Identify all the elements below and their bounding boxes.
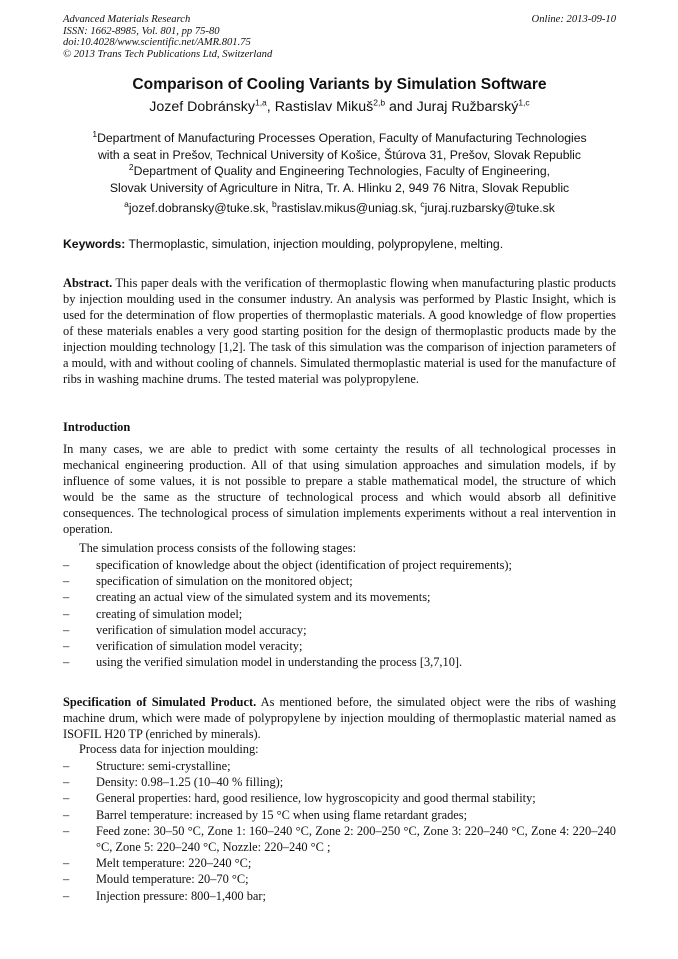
simulation-stages-list <box>63 557 616 670</box>
list-item <box>63 758 616 774</box>
list-dash: – <box>63 655 70 670</box>
email-marker: a <box>124 198 129 209</box>
author-list <box>63 99 616 115</box>
affiliation-line: Department of Manufacturing Processes Operation, Faculty of Manufacturing Technologies <box>97 131 587 145</box>
list-item-text: General properties: hard, good resilience, low hygroscopicity and good thermal stability; <box>96 791 536 806</box>
list-item-text: Structure: semi-crystalline; <box>96 759 231 773</box>
list-dash: – <box>63 823 70 838</box>
list-item <box>63 888 616 904</box>
list-dash: – <box>63 856 70 871</box>
list-dash: – <box>63 606 70 621</box>
list-item <box>63 871 616 887</box>
email-list <box>63 198 616 215</box>
list-item-text: Feed zone: 30–50 °C, Zone 1: 160–240 °C, Zone 2: 200–250 °C, Zone 3: 220–240 °C, Zone 4: 220–240 °C, Zone 5: 220–240 °C, Nozzle: 220–240 °C ; <box>96 823 616 855</box>
author-name: Rastislav Mikuš <box>274 99 374 115</box>
list-item <box>63 622 616 638</box>
abstract <box>63 275 616 387</box>
affiliation-marker: 1 <box>92 128 98 139</box>
list-item-text: Density: 0.98–1.25 (10–40 % filling); <box>96 775 284 790</box>
list-item-text: using the verified simulation model in understanding the process [3,7,10]. <box>96 655 463 670</box>
list-item-text: specification of knowledge about the object (identification of project requirements); <box>96 558 512 572</box>
affiliation-line: Department of Quality and Engineering Technologies, Faculty of Engineering, <box>133 164 551 178</box>
affiliation-marker: 2 <box>128 161 134 172</box>
issn-line: ISSN: 1662-8985, Vol. 801, pp 75-80 <box>63 25 220 37</box>
keywords-text: Thermoplastic, simulation, injection moulding, polypropylene, melting. <box>125 237 504 251</box>
list-item <box>63 807 616 823</box>
email-address[interactable]: jozef.dobransky@tuke.sk <box>128 201 266 215</box>
list-item <box>63 638 616 654</box>
affiliation-2 <box>63 163 616 197</box>
doi-line: doi:10.4028/www.scientific.net/AMR.801.75 <box>63 37 251 49</box>
list-item-text: creating an actual view of the simulated system and its movements; <box>96 590 431 605</box>
process-data-list <box>63 758 616 904</box>
list-item-text: verification of simulation model veracity; <box>96 639 303 654</box>
email-separator: , <box>413 201 421 215</box>
specification-paragraph <box>63 694 616 742</box>
list-item-text: Mould temperature: 20–70 °C; <box>96 872 249 887</box>
list-item-text: Injection pressure: 800–1,400 bar; <box>96 888 266 903</box>
list-item-text: verification of simulation model accuracy; <box>96 622 307 637</box>
affiliation-1 <box>63 130 616 164</box>
paper-title: Comparison of Cooling Variants by Simulation Software <box>132 76 547 93</box>
author-superscript: 1,c <box>518 97 530 108</box>
list-dash: – <box>63 590 70 605</box>
running-header <box>63 14 616 60</box>
author-separator: and <box>385 99 417 115</box>
list-item <box>63 790 616 806</box>
specification-label: Specification of Simulated Product. <box>63 695 257 709</box>
author-name: Juraj Ružbarský <box>416 99 519 115</box>
list-dash: – <box>63 775 70 790</box>
list-dash: – <box>63 791 70 806</box>
abstract-label: Abstract. <box>63 276 113 290</box>
email-address[interactable]: rastislav.mikus@uniag.sk <box>276 201 414 215</box>
introduction-text: In many cases, we are able to predict with some certainty the results of all technological processes in mechanical engineering production. All of that using simulation approaches and simulation models, if by influence of some values, it is not possible to prepare a stable mathematical model, the structure of which would be the same as the structure of technological process and which would absorb all definitive consequences. The technological process of simulation implements experiments without a real intervention in operation. <box>63 442 616 536</box>
author-separator: , <box>266 99 275 115</box>
list-item-text: creating of simulation model; <box>96 606 243 621</box>
email-marker: c <box>420 198 425 209</box>
list-item <box>63 557 616 573</box>
list-dash: – <box>63 622 70 637</box>
author-superscript: 2,b <box>373 97 386 108</box>
list-item <box>63 606 616 622</box>
email-marker: b <box>272 198 277 209</box>
list-item <box>63 654 616 670</box>
specification-text: As mentioned before, the simulated object were the ribs of washing machine drum, which were made of polypropylene by injection moulding of thermoplastic material named as ISOFIL H20 TP (enriched by minerals). <box>63 695 616 741</box>
list-item <box>63 774 616 790</box>
copyright-line: © 2013 Trans Tech Publications Ltd, Switzerland <box>63 48 273 60</box>
journal-name: Advanced Materials Research <box>63 14 191 25</box>
list-dash: – <box>63 807 70 822</box>
abstract-text: This paper deals with the verification of thermoplastic flowing when manufacturing plastic products by injection moulding used in the consumer industry. An analysis was performed by Plastic Insight, which is used for the determination of flow properties of thermoplastic materials. A good knowledge of flow properties of these materials enables a very good starting position for the design of thermoplastic products made by the injection moulding technology [1,2]. The task of this simulation was the comparison of injection parameters of a mould, with and without cooling of channels. Simulated thermoplastic material is used for the manufacture of ribs in washing machine drums. The tested material was polypropylene. <box>63 276 616 386</box>
list-item <box>63 855 616 871</box>
list-item <box>63 823 616 855</box>
list-dash: – <box>63 574 70 589</box>
author-superscript: 1,a <box>254 97 267 108</box>
list-item <box>63 573 616 589</box>
affiliation-line: Slovak University of Agriculture in Nitra, Tr. A. Hlinku 2, 949 76 Nitra, Slovak Republic <box>109 181 570 195</box>
list-dash: – <box>63 888 70 903</box>
email-address[interactable]: juraj.ruzbarsky@tuke.sk <box>424 201 555 215</box>
list-dash: – <box>63 872 70 887</box>
list-item-text: Melt temperature: 220–240 °C; <box>96 856 252 871</box>
list-dash: – <box>63 639 70 654</box>
list-item-text: specification of simulation on the monitored object; <box>96 574 353 589</box>
list-dash: – <box>63 759 70 773</box>
list-item-text: Barrel temperature: increased by 15 °C when using flame retardant grades; <box>96 807 468 822</box>
keywords <box>63 237 616 251</box>
section-heading-introduction: Introduction <box>63 420 131 434</box>
author-name: Jozef Dobránsky <box>149 99 255 115</box>
keywords-label: Keywords: <box>63 237 126 251</box>
list-dash: – <box>63 558 70 572</box>
process-data-intro: Process data for injection moulding: <box>79 742 259 756</box>
online-date: Online: 2013-09-10 <box>531 14 616 25</box>
stages-intro: The simulation process consists of the following stages: <box>79 541 357 555</box>
affiliation-line: with a seat in Prešov, Technical University of Košice, Štúrova 31, Prešov, Slovak Republic <box>98 148 581 162</box>
list-item <box>63 589 616 605</box>
email-separator: , <box>265 201 273 215</box>
